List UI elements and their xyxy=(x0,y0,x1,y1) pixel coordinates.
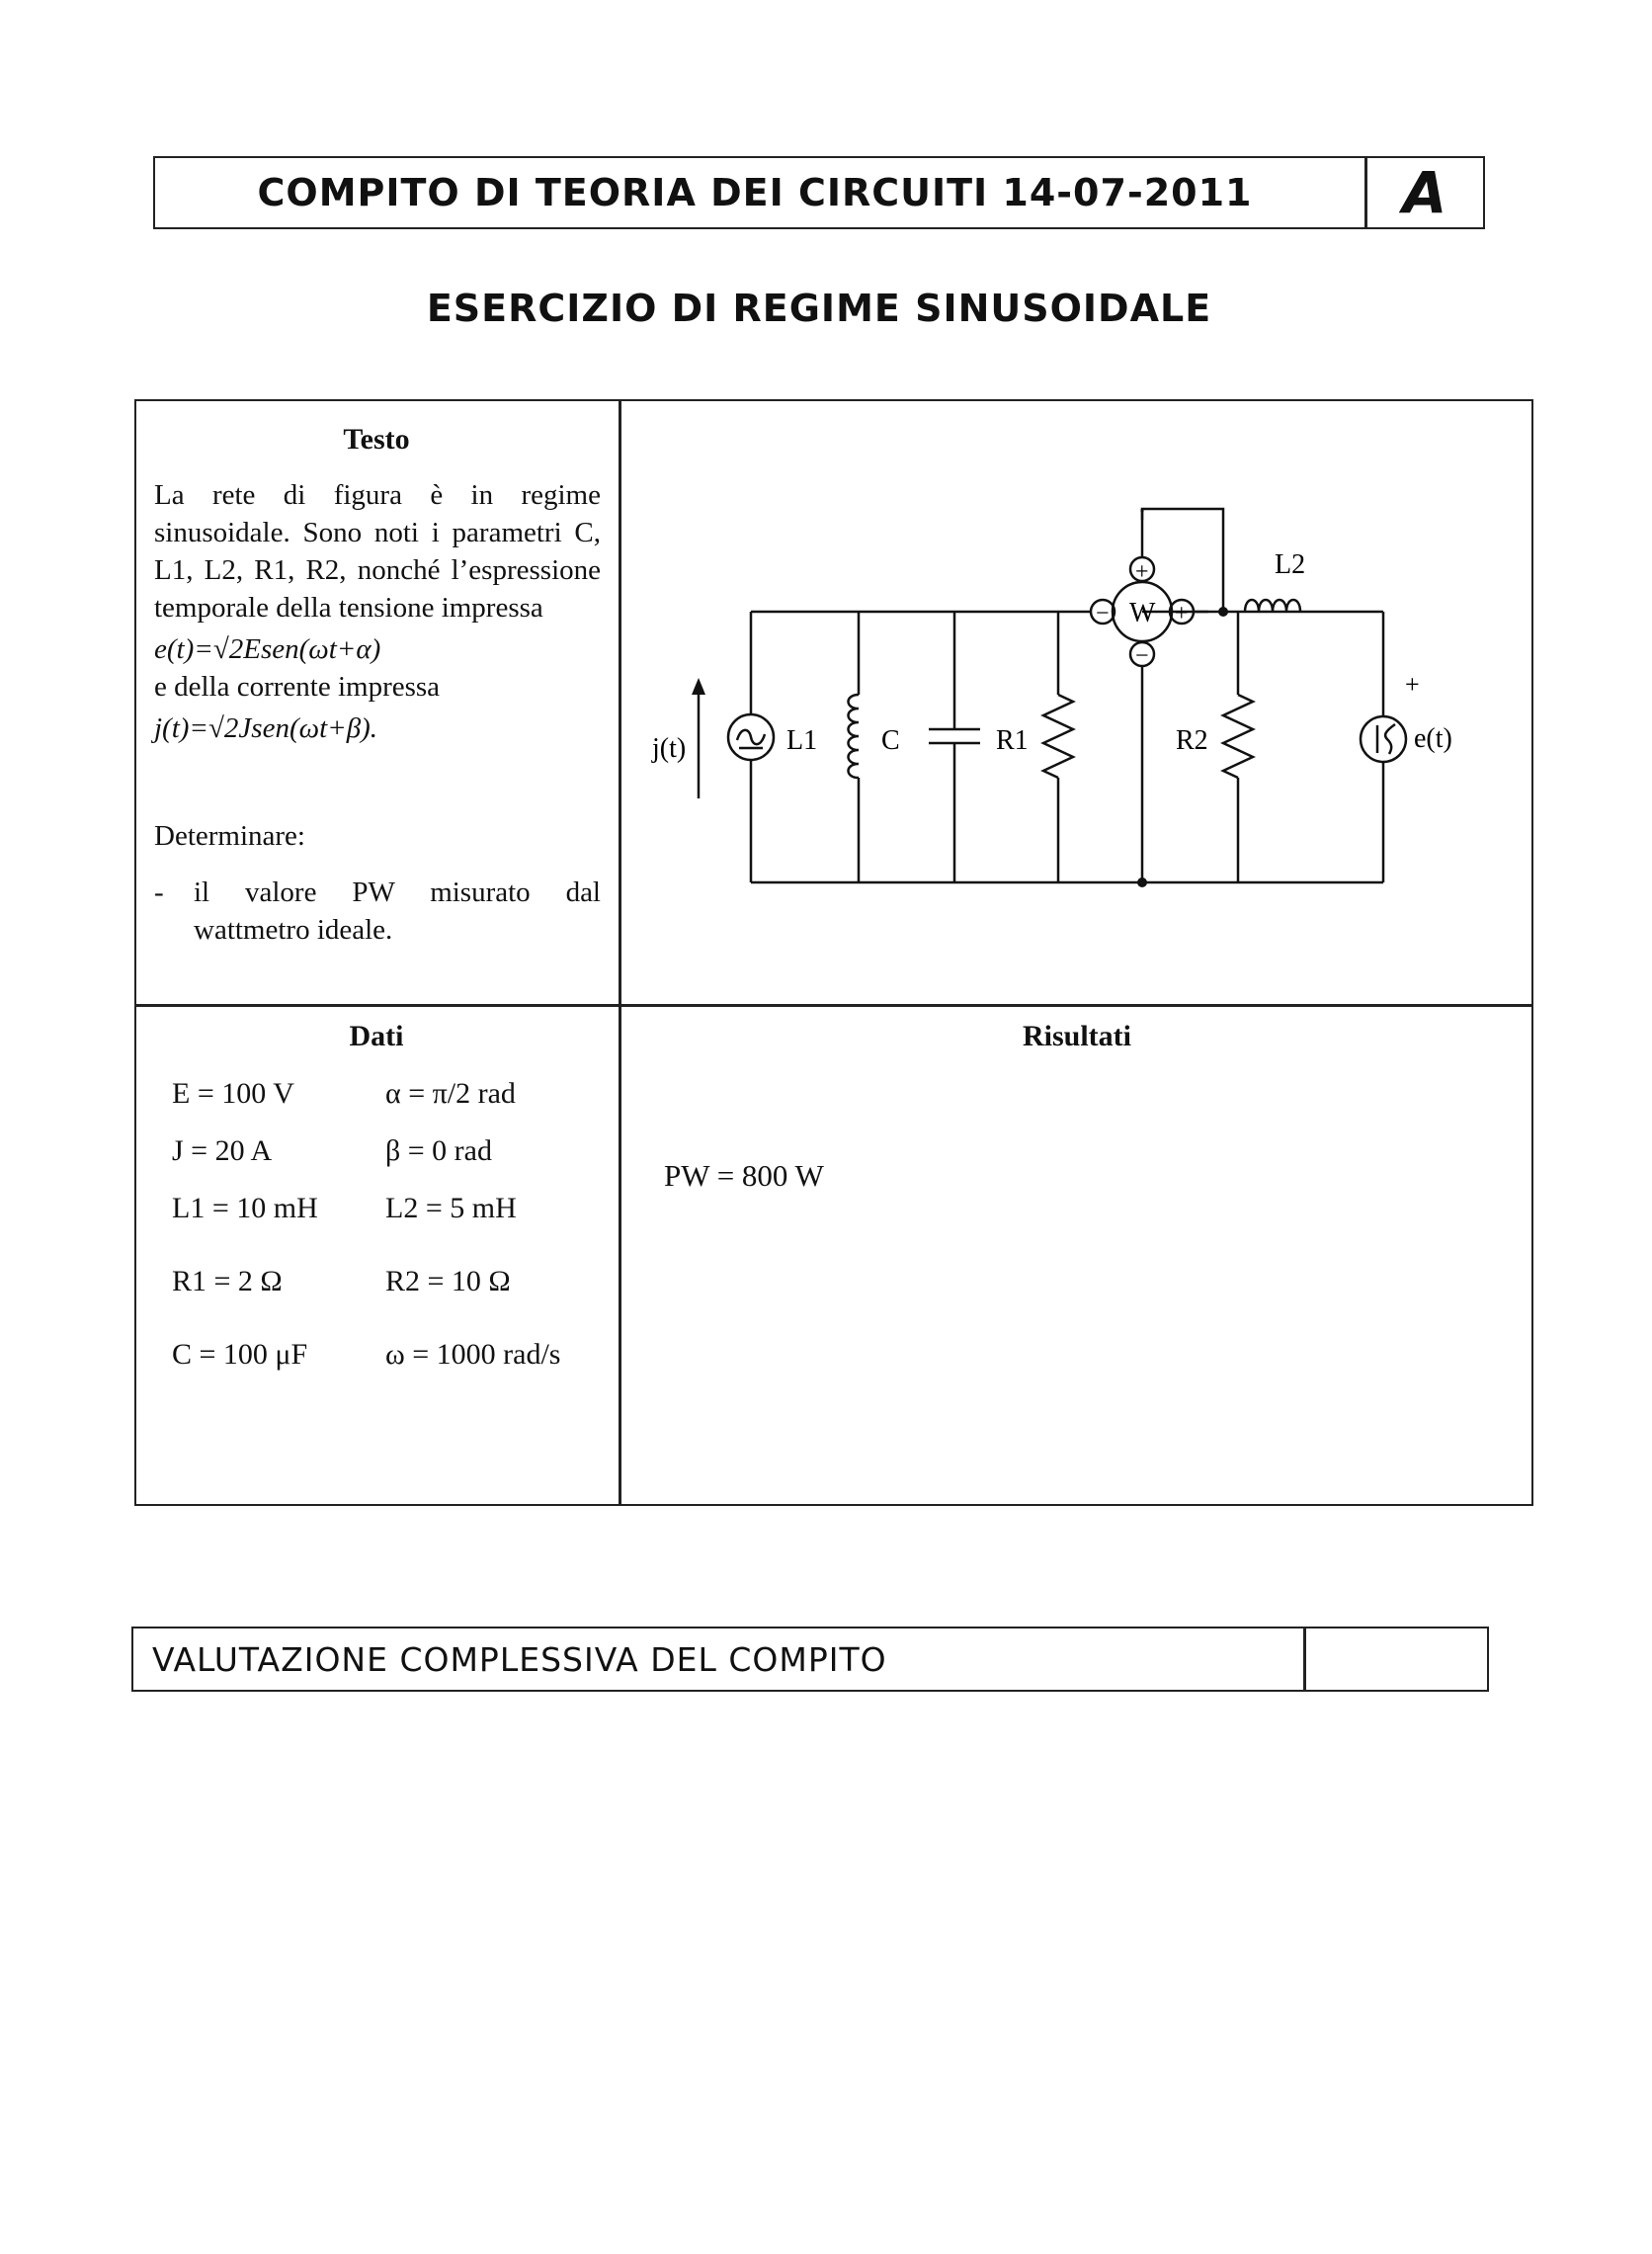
dato-L1: L1 = 10 mH xyxy=(172,1192,318,1224)
dato-E: E = 100 V xyxy=(172,1077,294,1110)
label-L1: L1 xyxy=(786,725,818,756)
label-L2: L2 xyxy=(1275,549,1306,580)
watt-right-plus: + xyxy=(1175,601,1189,626)
circuit-diagram xyxy=(632,413,1522,996)
label-e: e(t) xyxy=(1414,723,1452,754)
voltage-formula: e(t)=√2Esen(ωt+α) xyxy=(154,633,381,665)
label-W: W xyxy=(1129,598,1156,628)
section-title: ESERCIZIO DI REGIME SINUSOIDALE xyxy=(426,287,1212,330)
watt-left-minus: − xyxy=(1096,601,1110,626)
determinare-label: Determinare: xyxy=(154,820,305,852)
testo-paragraph: La rete di figura è in regime sinusoidale. Sono noti i parametri C, L1, L2, R1, R2, nonché l’espressione temporale della tensione impressa xyxy=(154,479,601,624)
label-j: j(t) xyxy=(652,733,687,764)
testo-mid-text: e della corrente impressa xyxy=(154,671,441,703)
testo-body xyxy=(154,476,601,747)
label-e-plus: + xyxy=(1405,670,1420,699)
dato-omega: ω = 1000 rad/s xyxy=(385,1338,561,1371)
risultati-heading: Risultati xyxy=(1022,1020,1131,1052)
table-horizontal-divider xyxy=(134,1004,1533,1007)
dato-alpha: α = π/2 rad xyxy=(385,1077,516,1110)
dato-beta: β = 0 rad xyxy=(385,1134,492,1167)
task-text: il valore PW misurato dal wattmetro ideale. xyxy=(194,877,601,946)
label-R2: R2 xyxy=(1176,725,1208,756)
exam-version-letter: A xyxy=(1402,159,1447,226)
task-dash: - xyxy=(154,877,164,908)
label-R1: R1 xyxy=(996,725,1029,756)
testo-heading: Testo xyxy=(343,423,410,456)
evaluation-label: VALUTAZIONE COMPLESSIVA DEL COMPITO xyxy=(152,1639,887,1679)
table-vertical-divider xyxy=(619,399,621,1506)
evaluation-divider xyxy=(1303,1627,1306,1692)
current-formula: j(t)=√2Jsen(ωt+β). xyxy=(154,712,378,744)
header-title: COMPITO DI TEORIA DEI CIRCUITI 14-07-2011 xyxy=(257,171,1253,214)
watt-bottom-minus: − xyxy=(1135,643,1149,669)
dati-heading: Dati xyxy=(349,1020,404,1052)
result-pw: PW = 800 W xyxy=(664,1158,824,1193)
dato-L2: L2 = 5 mH xyxy=(385,1192,517,1224)
watt-top-plus: + xyxy=(1135,559,1149,585)
dato-J: J = 20 A xyxy=(172,1134,273,1167)
dato-C: C = 100 μF xyxy=(172,1338,308,1371)
task-item xyxy=(154,874,601,949)
dato-R1: R1 = 2 Ω xyxy=(172,1265,283,1297)
dato-R2: R2 = 10 Ω xyxy=(385,1265,511,1297)
label-C: C xyxy=(881,725,900,756)
